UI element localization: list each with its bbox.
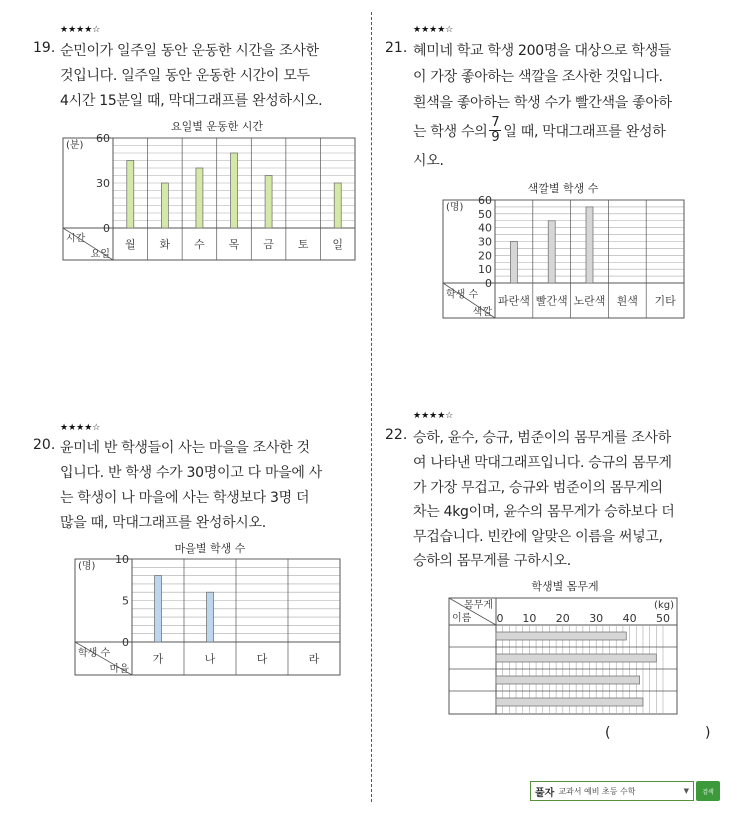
x-tick-label: 10 xyxy=(522,612,537,625)
row-header-category: 마을 xyxy=(109,664,129,675)
unit-label: (kg) xyxy=(654,600,674,611)
bar xyxy=(334,183,341,228)
y-tick-label: 5 xyxy=(122,594,129,608)
category-label: 월 xyxy=(124,238,136,251)
category-label: 라 xyxy=(308,652,320,666)
fraction xyxy=(489,116,501,145)
y-tick-label: 30 xyxy=(478,235,492,249)
question-text-line: 것입니다. 일주일 동안 운동한 시간이 모두 xyxy=(60,68,310,84)
row-header-value: 몸무게 xyxy=(464,600,493,611)
unit-label: (명) xyxy=(446,202,464,213)
x-tick-label: 0 xyxy=(496,612,504,625)
row-header-value: 시간 xyxy=(66,233,86,245)
bar xyxy=(496,632,626,640)
question-text-line: 승하, 윤수, 승규, 범준이의 몸무게를 조사하 xyxy=(413,430,672,446)
question-text-line: 입니다. 반 학생 수가 30명이고 다 마을에 사 xyxy=(60,465,322,481)
bar xyxy=(196,168,203,228)
y-tick-label: 20 xyxy=(478,249,492,263)
question-text-line: 는 학생이 나 마을에 사는 학생보다 3명 더 xyxy=(60,490,310,506)
difficulty-stars: ★★★★☆ xyxy=(60,423,101,433)
category-label: 금 xyxy=(263,238,274,251)
bar xyxy=(510,242,517,284)
difficulty-stars: ★★★★☆ xyxy=(413,25,454,35)
bar xyxy=(496,676,640,684)
chart-title: 마을별 학생 수 xyxy=(174,542,246,555)
category-label: 빨간색 xyxy=(535,294,568,308)
category-label: 기타 xyxy=(654,294,676,308)
question-text-line-with-fraction xyxy=(413,116,665,145)
category-label: 가 xyxy=(152,652,164,666)
question-text-line: 흰색을 좋아하는 학생 수가 빨간색을 좋아하 xyxy=(413,95,672,111)
question-text-line: 차는 4kg이며, 윤수의 몸무게가 승하보다 더 xyxy=(413,504,675,520)
x-tick-label: 50 xyxy=(656,612,670,625)
unit-label: (분) xyxy=(66,140,84,151)
bar xyxy=(496,698,643,706)
question-text-line: 순민이가 일주일 동안 운동한 시간을 조사한 xyxy=(60,43,319,59)
row-header-category: 요일 xyxy=(90,249,110,260)
answer-blank[interactable] xyxy=(614,722,702,744)
question-number: 22. xyxy=(385,427,408,443)
category-label: 파란색 xyxy=(497,294,530,308)
chart-title: 학생별 몸무게 xyxy=(531,580,599,593)
unit-label: (명) xyxy=(78,561,96,572)
row-header-category: 색깔 xyxy=(472,307,492,318)
bar xyxy=(496,654,656,662)
question-text-line: 여 나타낸 막대그래프입니다. 승규의 몸무게 xyxy=(413,455,672,471)
y-tick-label: 10 xyxy=(478,263,492,277)
question-text-segment: 일 때, 막대그래프를 완성하 xyxy=(503,123,666,140)
fraction-numerator: 7 xyxy=(491,115,500,130)
x-tick-label: 20 xyxy=(555,612,570,625)
search-dropdown[interactable] xyxy=(530,781,694,801)
category-label: 토 xyxy=(297,238,309,251)
row-header-value: 학생 수 xyxy=(78,647,111,659)
y-tick-label: 40 xyxy=(478,221,492,235)
answer-paren-open: ( xyxy=(605,725,611,741)
difficulty-stars: ★★★★☆ xyxy=(413,411,454,421)
question-text-line: 승하의 몸무게를 구하시오. xyxy=(413,553,571,569)
fraction-denominator: 9 xyxy=(491,130,500,145)
x-tick-label: 40 xyxy=(622,612,637,625)
bar xyxy=(161,183,168,228)
question-number: 21. xyxy=(385,40,408,56)
y-tick-label: 0 xyxy=(485,277,492,290)
category-label: 나 xyxy=(204,652,216,666)
category-label: 수 xyxy=(194,238,205,251)
question-number: 20. xyxy=(33,437,56,453)
chart-title: 색깔별 학생 수 xyxy=(527,182,599,195)
bar xyxy=(155,576,162,642)
question-text-line: 가 가장 무겁고, 승규와 범준이의 몸무게의 xyxy=(413,480,663,496)
y-tick-label: 0 xyxy=(103,222,110,235)
bar xyxy=(127,161,134,229)
question-text-line: 무겁습니다. 빈칸에 알맞은 이름을 써넣고, xyxy=(413,529,663,545)
bar xyxy=(586,207,593,283)
category-label: 화 xyxy=(159,238,171,251)
category-label: 흰색 xyxy=(616,294,638,308)
category-label: 다 xyxy=(256,652,268,666)
search-dropdown-value: 교과서 예비 초등 수학 xyxy=(558,786,636,796)
bar xyxy=(265,176,272,229)
difficulty-stars: ★★★★☆ xyxy=(60,25,101,35)
answer-paren-close: ) xyxy=(705,725,711,741)
search-button[interactable]: 검색 xyxy=(696,781,720,801)
question-number: 19. xyxy=(33,40,56,56)
category-label: 일 xyxy=(332,238,344,251)
row-header-value: 학생 수 xyxy=(446,289,479,301)
y-tick-label: 50 xyxy=(478,207,492,221)
question-text-segment: 는 학생 수의 xyxy=(413,123,488,140)
category-label: 목 xyxy=(228,238,240,251)
question-text-line: 혜미네 학교 학생 200명을 대상으로 학생들 xyxy=(413,43,672,59)
chevron-down-icon: ▼ xyxy=(683,787,689,795)
y-tick-label: 30 xyxy=(96,177,110,190)
y-tick-label: 60 xyxy=(478,194,492,207)
search-dropdown-label: 풀자 xyxy=(535,787,555,799)
chart-frame xyxy=(63,138,355,260)
y-tick-label: 0 xyxy=(122,636,129,649)
question-text-line: 이 가장 좋아하는 색깔을 조사한 것입니다. xyxy=(413,69,663,85)
question-text-line: 많을 때, 막대그래프를 완성하시오. xyxy=(60,515,266,531)
chart-title: 요일별 운동한 시간 xyxy=(170,120,263,133)
bar xyxy=(548,221,555,283)
question-text-line: 4시간 15분일 때, 막대그래프를 완성하시오. xyxy=(60,93,323,109)
y-tick-label: 60 xyxy=(96,132,110,145)
x-tick-label: 30 xyxy=(589,612,604,625)
question-text-line: 시오. xyxy=(413,153,444,169)
bar xyxy=(231,153,238,228)
row-header-category: 이름 xyxy=(452,613,472,624)
category-label: 노란색 xyxy=(573,294,606,308)
bar xyxy=(207,592,214,642)
y-tick-label: 10 xyxy=(115,553,129,566)
question-text-line: 윤미네 반 학생들이 사는 마을을 조사한 것 xyxy=(60,440,310,456)
